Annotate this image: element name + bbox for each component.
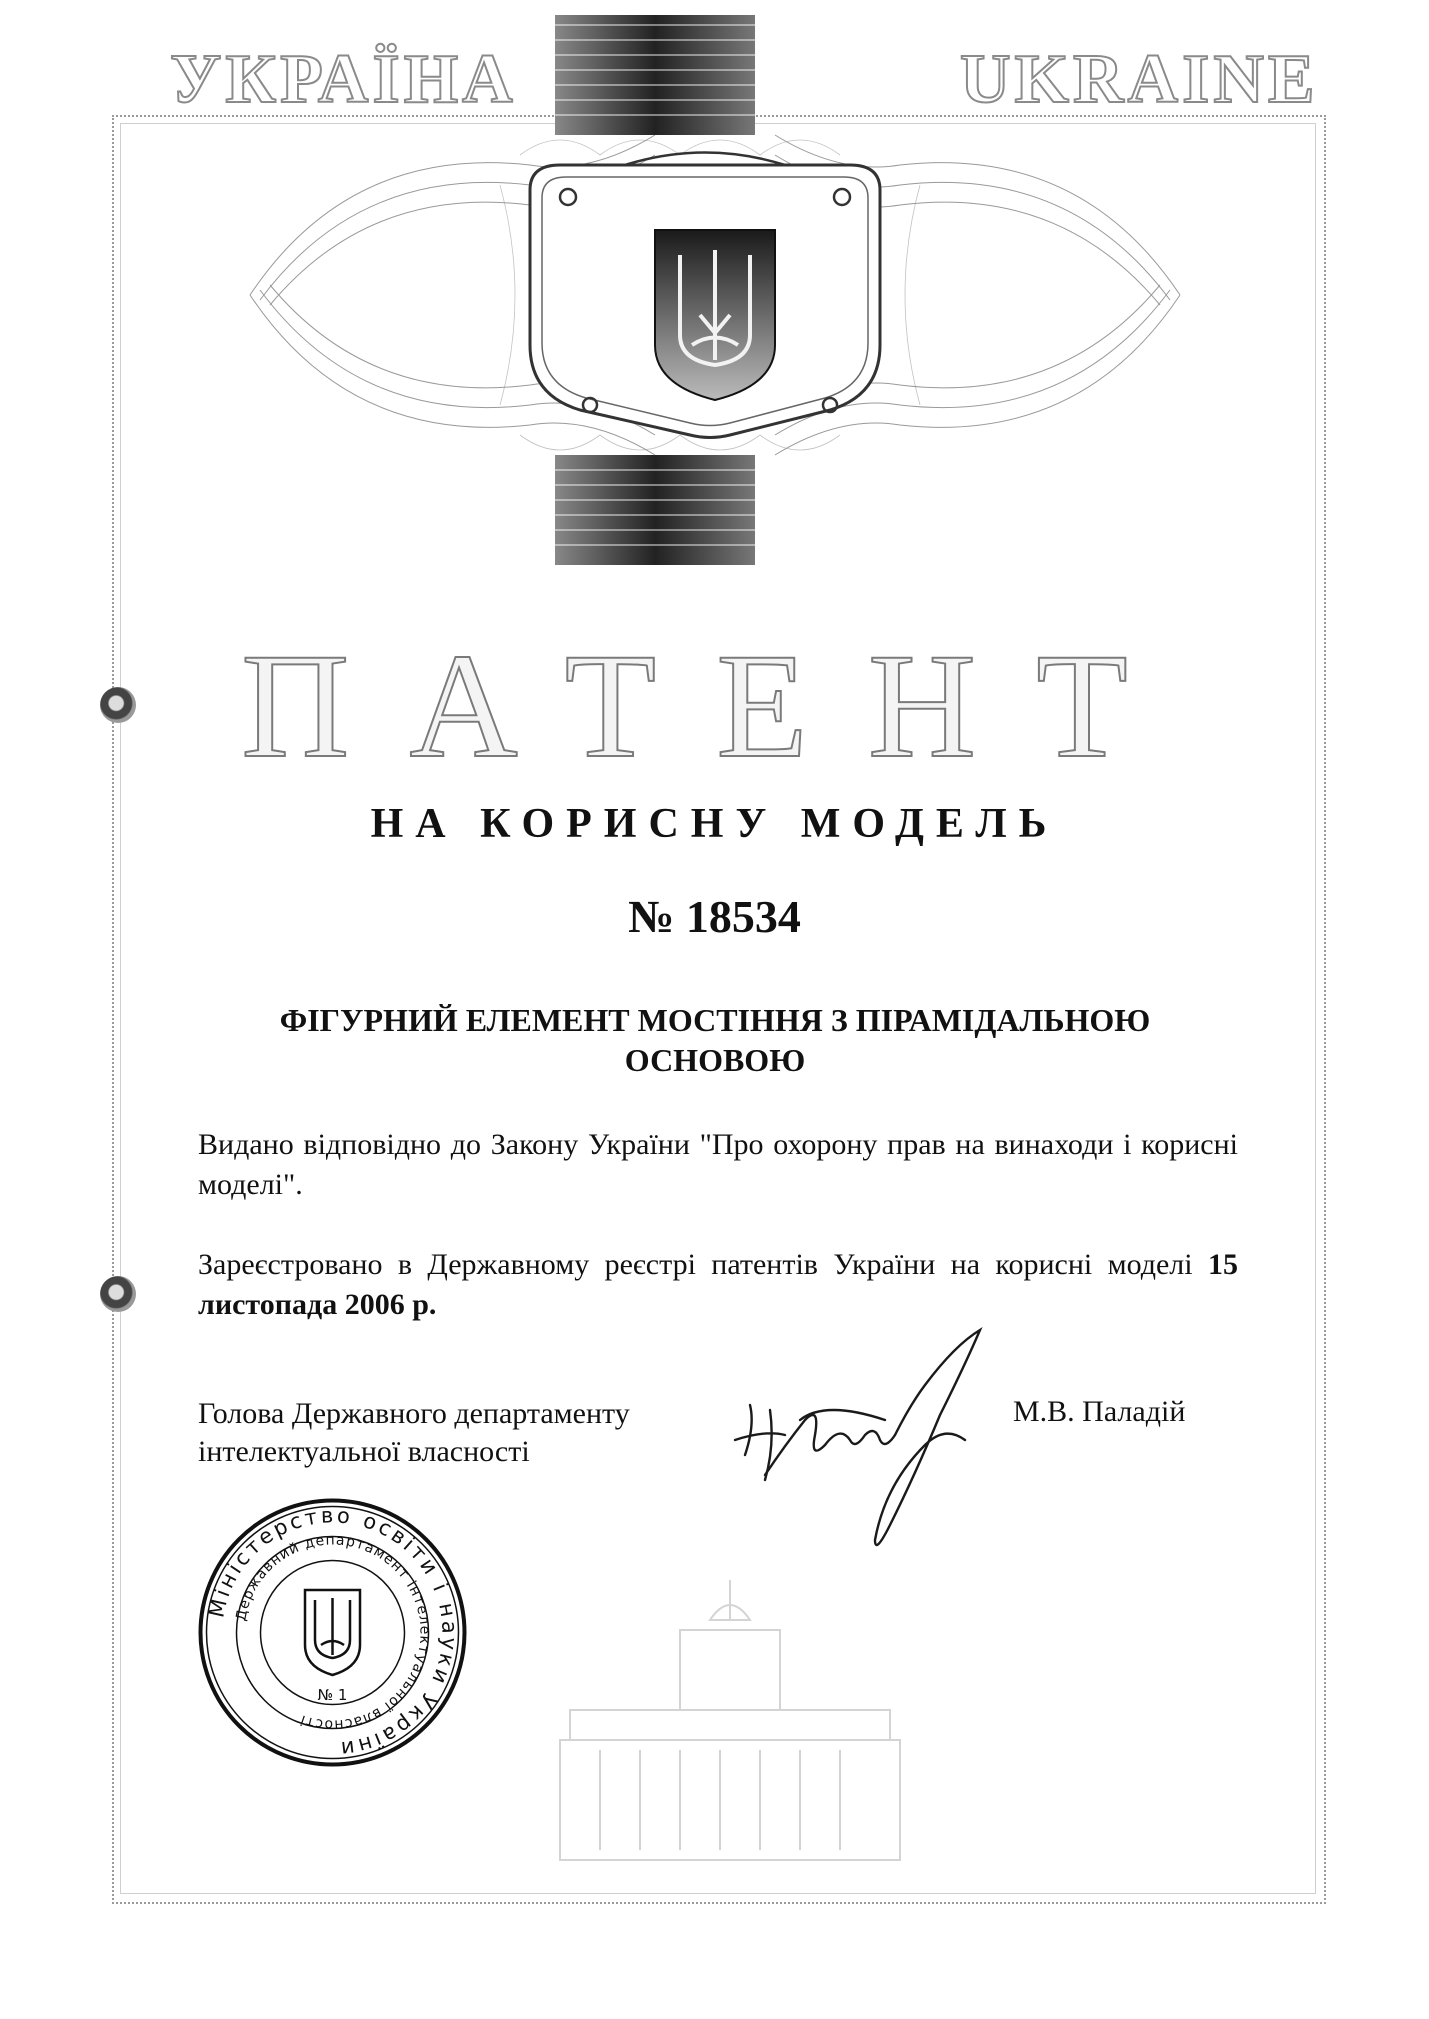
stamp-outer-text: Міністерство освіти і науки України xyxy=(204,1503,462,1762)
signatory-title xyxy=(198,1395,630,1471)
stamp-number: № 1 xyxy=(317,1686,348,1704)
signatory-name: М.В. Паладій xyxy=(1013,1395,1186,1428)
utility-model-name-line2: ОСНОВОЮ xyxy=(624,1042,806,1078)
registered-paragraph xyxy=(198,1245,1238,1325)
patent-type-subtitle: НА КОРИСНУ МОДЕЛЬ xyxy=(370,801,1059,847)
patent-number: № 18534 xyxy=(628,891,801,942)
coat-of-arms-emblem xyxy=(230,15,1200,575)
header-word-ukraine-en: UKRAINE xyxy=(960,41,1319,118)
registered-date: 15 листопада 2006 р. xyxy=(198,1248,1238,1321)
seal-stamp-icon xyxy=(195,1495,470,1770)
issued-paragraph: Видано відповідно до Закону України "Про охорону прав на винаходи і корисні моделі". xyxy=(198,1128,1238,1201)
registered-text: Зареєстровано в Державному реєстрі патентів України на корисні моделі xyxy=(198,1248,1208,1281)
signatory-title-line2: інтелектуальної власності xyxy=(198,1435,530,1468)
patent-title: ПАТЕНТ xyxy=(241,623,1188,789)
header-word-ukraine-ua: УКРАЇНА xyxy=(170,41,517,118)
punch-hole-icon xyxy=(100,1276,136,1312)
building-watermark xyxy=(530,1560,930,1880)
utility-model-name-line1: ФІГУРНИЙ ЕЛЕМЕНТ МОСТІННЯ З ПІРАМІДАЛЬНОЮ xyxy=(279,1002,1151,1038)
signatory-title-line1: Голова Державного департаменту xyxy=(198,1397,630,1430)
utility-model-name xyxy=(200,1000,1230,1080)
stamp-inner-text: Державний департамент інтелектуальної власності xyxy=(233,1532,433,1733)
signature-icon xyxy=(725,1325,1005,1565)
